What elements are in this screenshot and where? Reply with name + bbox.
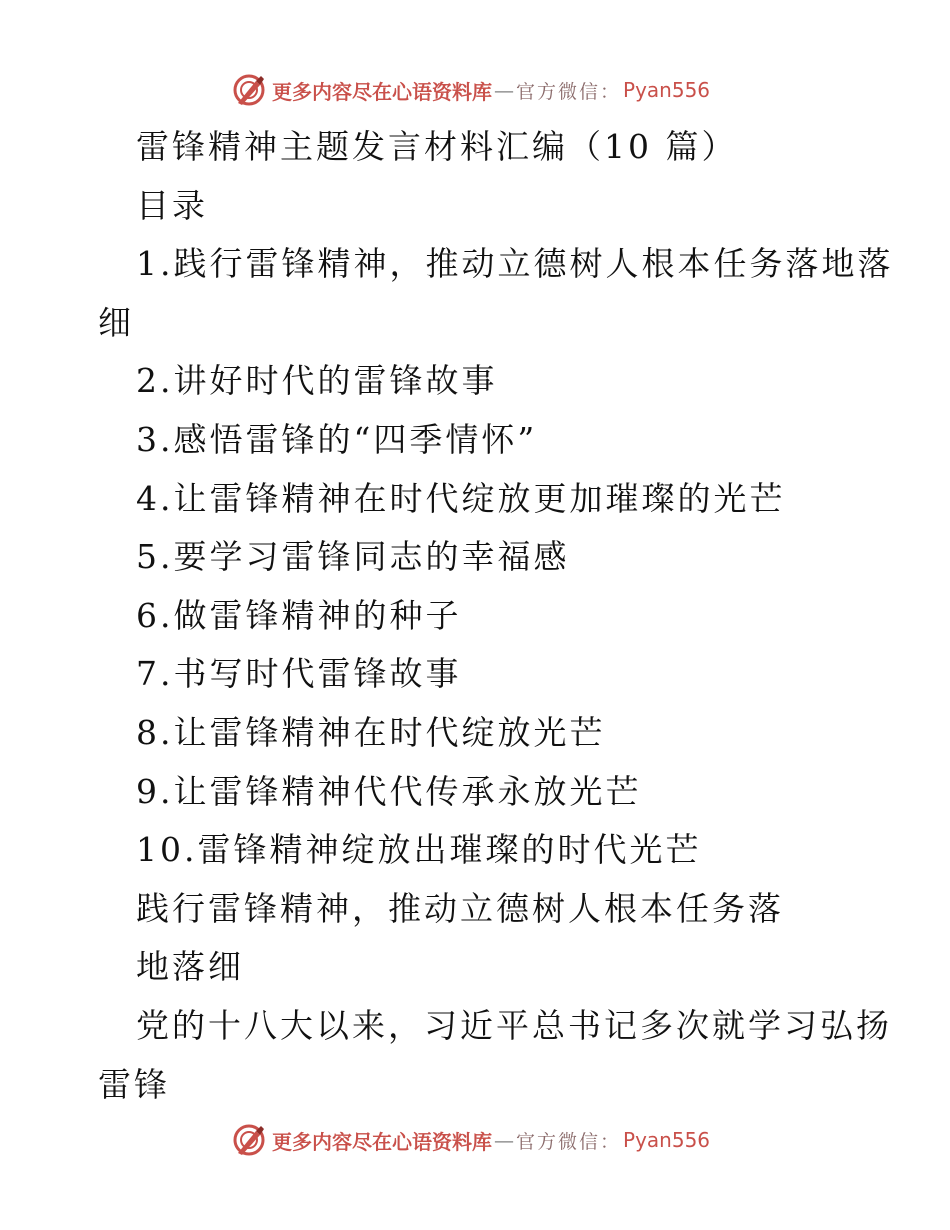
document-body bbox=[0, 118, 950, 1114]
toc-item-1-continued: 细 bbox=[98, 302, 134, 342]
wechat-label: 官方微信： bbox=[516, 80, 622, 103]
toc-item-6: 6.做雷锋精神的种子 bbox=[136, 595, 462, 635]
wechat-id: Pyan556 bbox=[623, 1128, 711, 1152]
site-name: 更多内容尽在心语资料库 bbox=[272, 79, 492, 104]
toc-item-4: 4.让雷锋精神在时代绽放更加璀璨的光芒 bbox=[136, 478, 786, 518]
body-paragraph-line-1: 党的十八大以来，习近平总书记多次就学习弘扬 bbox=[136, 1005, 892, 1045]
site-name: 更多内容尽在心语资料库 bbox=[272, 1129, 492, 1154]
toc-item-5: 5.要学习雷锋同志的幸福感 bbox=[136, 537, 570, 577]
header-watermark-banner bbox=[232, 70, 710, 110]
section-title-line-1: 践行雷锋精神，推动立德树人根本任务落 bbox=[136, 888, 784, 928]
toc-item-9: 9.让雷锋精神代代传承永放光芒 bbox=[136, 771, 642, 811]
pen-logo-icon bbox=[232, 73, 266, 107]
wechat-label: 官方微信： bbox=[516, 1130, 622, 1153]
toc-item-2: 2.讲好时代的雷锋故事 bbox=[136, 361, 498, 401]
banner-dash: — bbox=[494, 1128, 514, 1152]
wechat-id: Pyan556 bbox=[623, 78, 711, 102]
toc-item-1: 1.践行雷锋精神，推动立德树人根本任务落地落 bbox=[136, 244, 894, 284]
toc-item-10: 10.雷锋精神绽放出璀璨的时代光芒 bbox=[136, 830, 702, 870]
toc-heading: 目录 bbox=[136, 185, 208, 225]
footer-watermark-banner bbox=[232, 1120, 710, 1160]
section-title-line-2: 地落细 bbox=[136, 947, 244, 987]
banner-dash: — bbox=[494, 78, 514, 102]
toc-item-7: 7.书写时代雷锋故事 bbox=[136, 654, 462, 694]
document-title: 雷锋精神主题发言材料汇编（10 篇） bbox=[136, 127, 738, 166]
pen-logo-icon bbox=[232, 1123, 266, 1157]
toc-item-3: 3.感悟雷锋的“四季情怀” bbox=[136, 419, 538, 459]
body-paragraph-line-2: 雷锋 bbox=[98, 1064, 170, 1104]
toc-item-8: 8.让雷锋精神在时代绽放光芒 bbox=[136, 712, 606, 752]
